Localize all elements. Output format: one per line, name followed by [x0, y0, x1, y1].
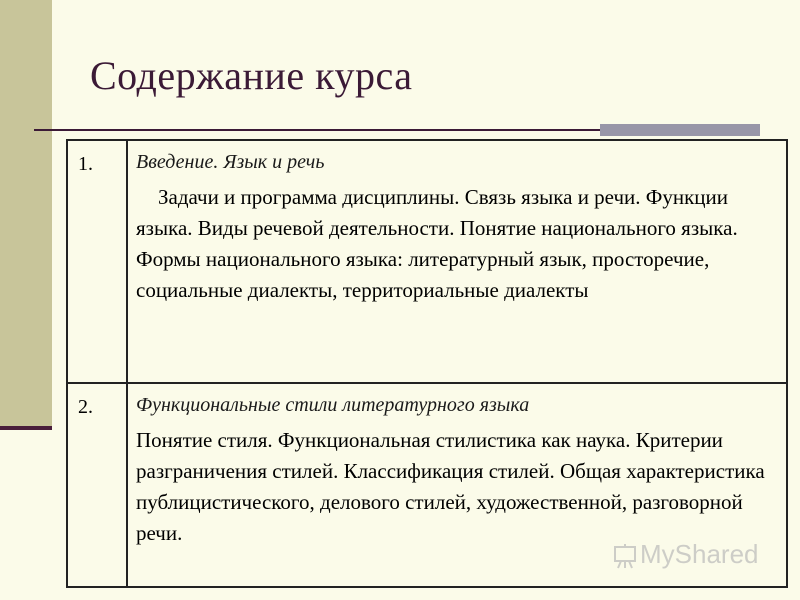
- watermark-text: MyShared: [640, 539, 759, 569]
- gray-bar: [600, 124, 760, 136]
- watermark-logo: [612, 539, 759, 570]
- slide-title: Содержание курса: [90, 53, 413, 98]
- table-row: [67, 140, 787, 383]
- row-text: Понятие стиля. Функциональная стилистика как наука. Критерии разграничения стилей. Классификация стилей. Общая характеристика публицистического, делового стилей, художественной, разговорной речи.: [136, 428, 765, 545]
- row-number: 1.: [67, 140, 127, 383]
- row-text: Задачи и программа дисциплины. Связь языка и речи. Функции языка. Виды речевой деятельности. Понятие национального языка. Формы национального языка: литературный язык, просторечие, социальные диалекты, территориальные диалекты: [136, 185, 738, 302]
- side-band: [0, 0, 52, 430]
- row-heading: Функциональные стили литературного языка: [136, 394, 530, 416]
- presentation-board-icon: [612, 543, 638, 569]
- row-body: [127, 140, 787, 383]
- title-rule: [34, 129, 600, 131]
- row-number: 2.: [67, 383, 127, 587]
- course-content-table: [66, 139, 788, 588]
- row-heading: Введение. Язык и речь: [136, 151, 325, 173]
- side-band-line: [0, 426, 52, 430]
